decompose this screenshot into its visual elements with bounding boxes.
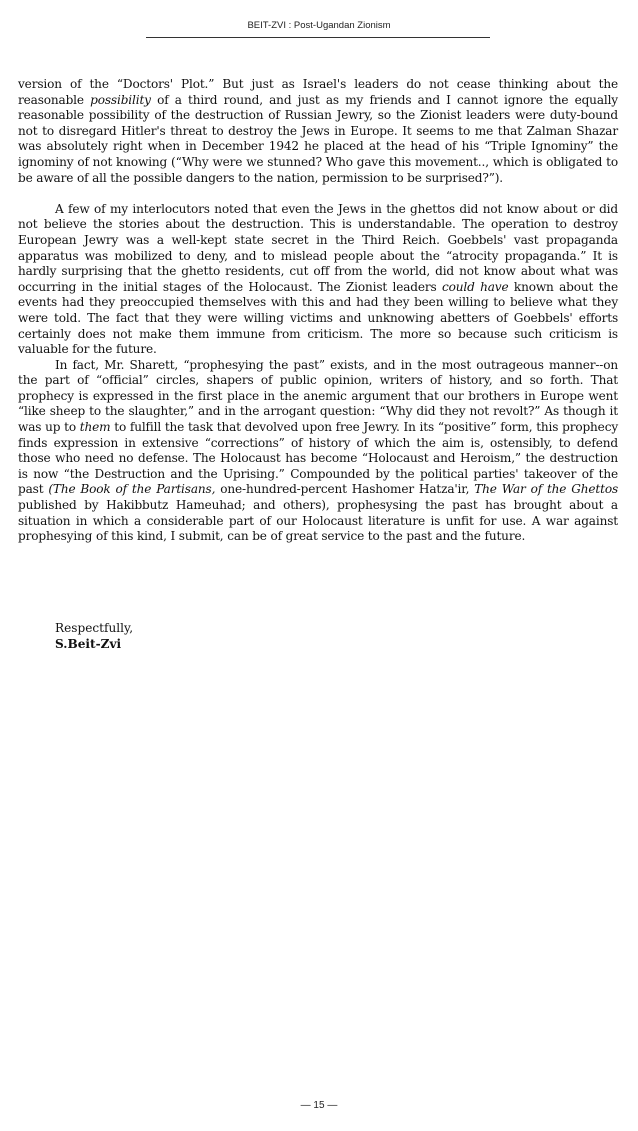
paragraph-1 xyxy=(18,77,618,186)
paragraph-3-text-g: published by Hakibbutz Hameuhad; and others), prophesysing the past has brought about a situation in which a considerable part of our Holocaust literature is unfit for use. A war against prophesying of this kind, I submit, can be of great service to the past and the future. xyxy=(18,498,618,544)
page-number: — 15 — xyxy=(300,1100,338,1111)
paragraph-2 xyxy=(18,202,618,358)
emphasis-could-have: could have xyxy=(442,279,509,294)
paragraph-1-text-c: of a third round, and just as my friends and I cannot ignore the equally reasonable possibility of the destruction of Russian Jewry, so the Zionist leaders were duty-bound not to disregard Hitler's threat to destroy the Jews in Europe. It seems to me that Zalman Shazar was absolutely right when in December 1942 he placed at the head of his “Triple Ignominy” the ignominy of not knowing (“Why were we stunned? Who gave this movement.., which is obligated to be aware of all the possible dangers to the nation, permission to be surprised?”). xyxy=(18,92,618,185)
paragraph-3 xyxy=(18,358,618,545)
paragraph-1-text-a: version of the “Doctors' Plot.” But just as Israel's leaders do not cease thinking about the reasonable xyxy=(18,77,618,107)
signature: S.Beit-Zvi xyxy=(55,636,122,651)
salutation: Respectfully, xyxy=(55,621,134,635)
paragraph-3-text-c: to fulfill the task that devolved upon free Jewry. In its “positive” form, this prophecy finds expression in extensive “corrections” of history of which the aim is, ostensibly, to defend those who need no defense. The Holocaust has become “Holocaust and Heroism,” the destruction is now “the Destruction and the Uprising.” Compounded by the political parties' takeover of the past xyxy=(18,420,618,497)
letter-closing xyxy=(55,621,133,652)
title-book-of-partisans: (The Book of the Partisans, xyxy=(48,482,216,497)
paragraph-3-text-e: one-hundred-percent Hashomer Hatza'ir, xyxy=(215,482,475,497)
paragraph-3-text-a: In fact, Mr. Sharett, “prophesying the past” exists, and in the most outrageous manner--on the part of “official” circles, shapers of public opinion, writers of history, and so forth. That prophecy is expressed in the first place in the anemic argument that our brothers in Europe went “like sheep to the slaughter,” and in the arrogant question: “Why did they not revolt?” As though it was up to xyxy=(18,357,618,435)
running-header: BEIT-ZVI : Post-Ugandan Zionism xyxy=(247,20,391,31)
paragraph-2-text-a: A few of my interlocutors noted that even the Jews in the ghettos did not know about or did not believe the stories about the destruction. This is understandable. The operation to destroy European Jewry was a well-kept state secret in the Third Reich. Goebbels' vast propaganda apparatus was mobilized to deny, and to mislead people about the “atrocity propaganda.” It is hardly surprising that the ghetto residents, cut off from the world, did not know about what was occurring in the initial stages of the Holocaust. The Zionist leaders xyxy=(18,201,618,294)
emphasis-them: them xyxy=(79,420,111,435)
emphasis-possibility: possibility xyxy=(90,92,151,107)
header-rule xyxy=(146,37,490,38)
letter-body xyxy=(18,77,618,545)
paragraph-2-text-c: known about the events had they preoccupied themselves with this and had they been willing to believe what they were told. The fact that they were willing victims and unknowing abetters of Goebbels' efforts certainly does not make them immune from criticism. The more so because such criticism is valuable for the future. xyxy=(18,279,618,357)
title-war-of-ghettos: The War of the Ghettos xyxy=(474,482,619,497)
